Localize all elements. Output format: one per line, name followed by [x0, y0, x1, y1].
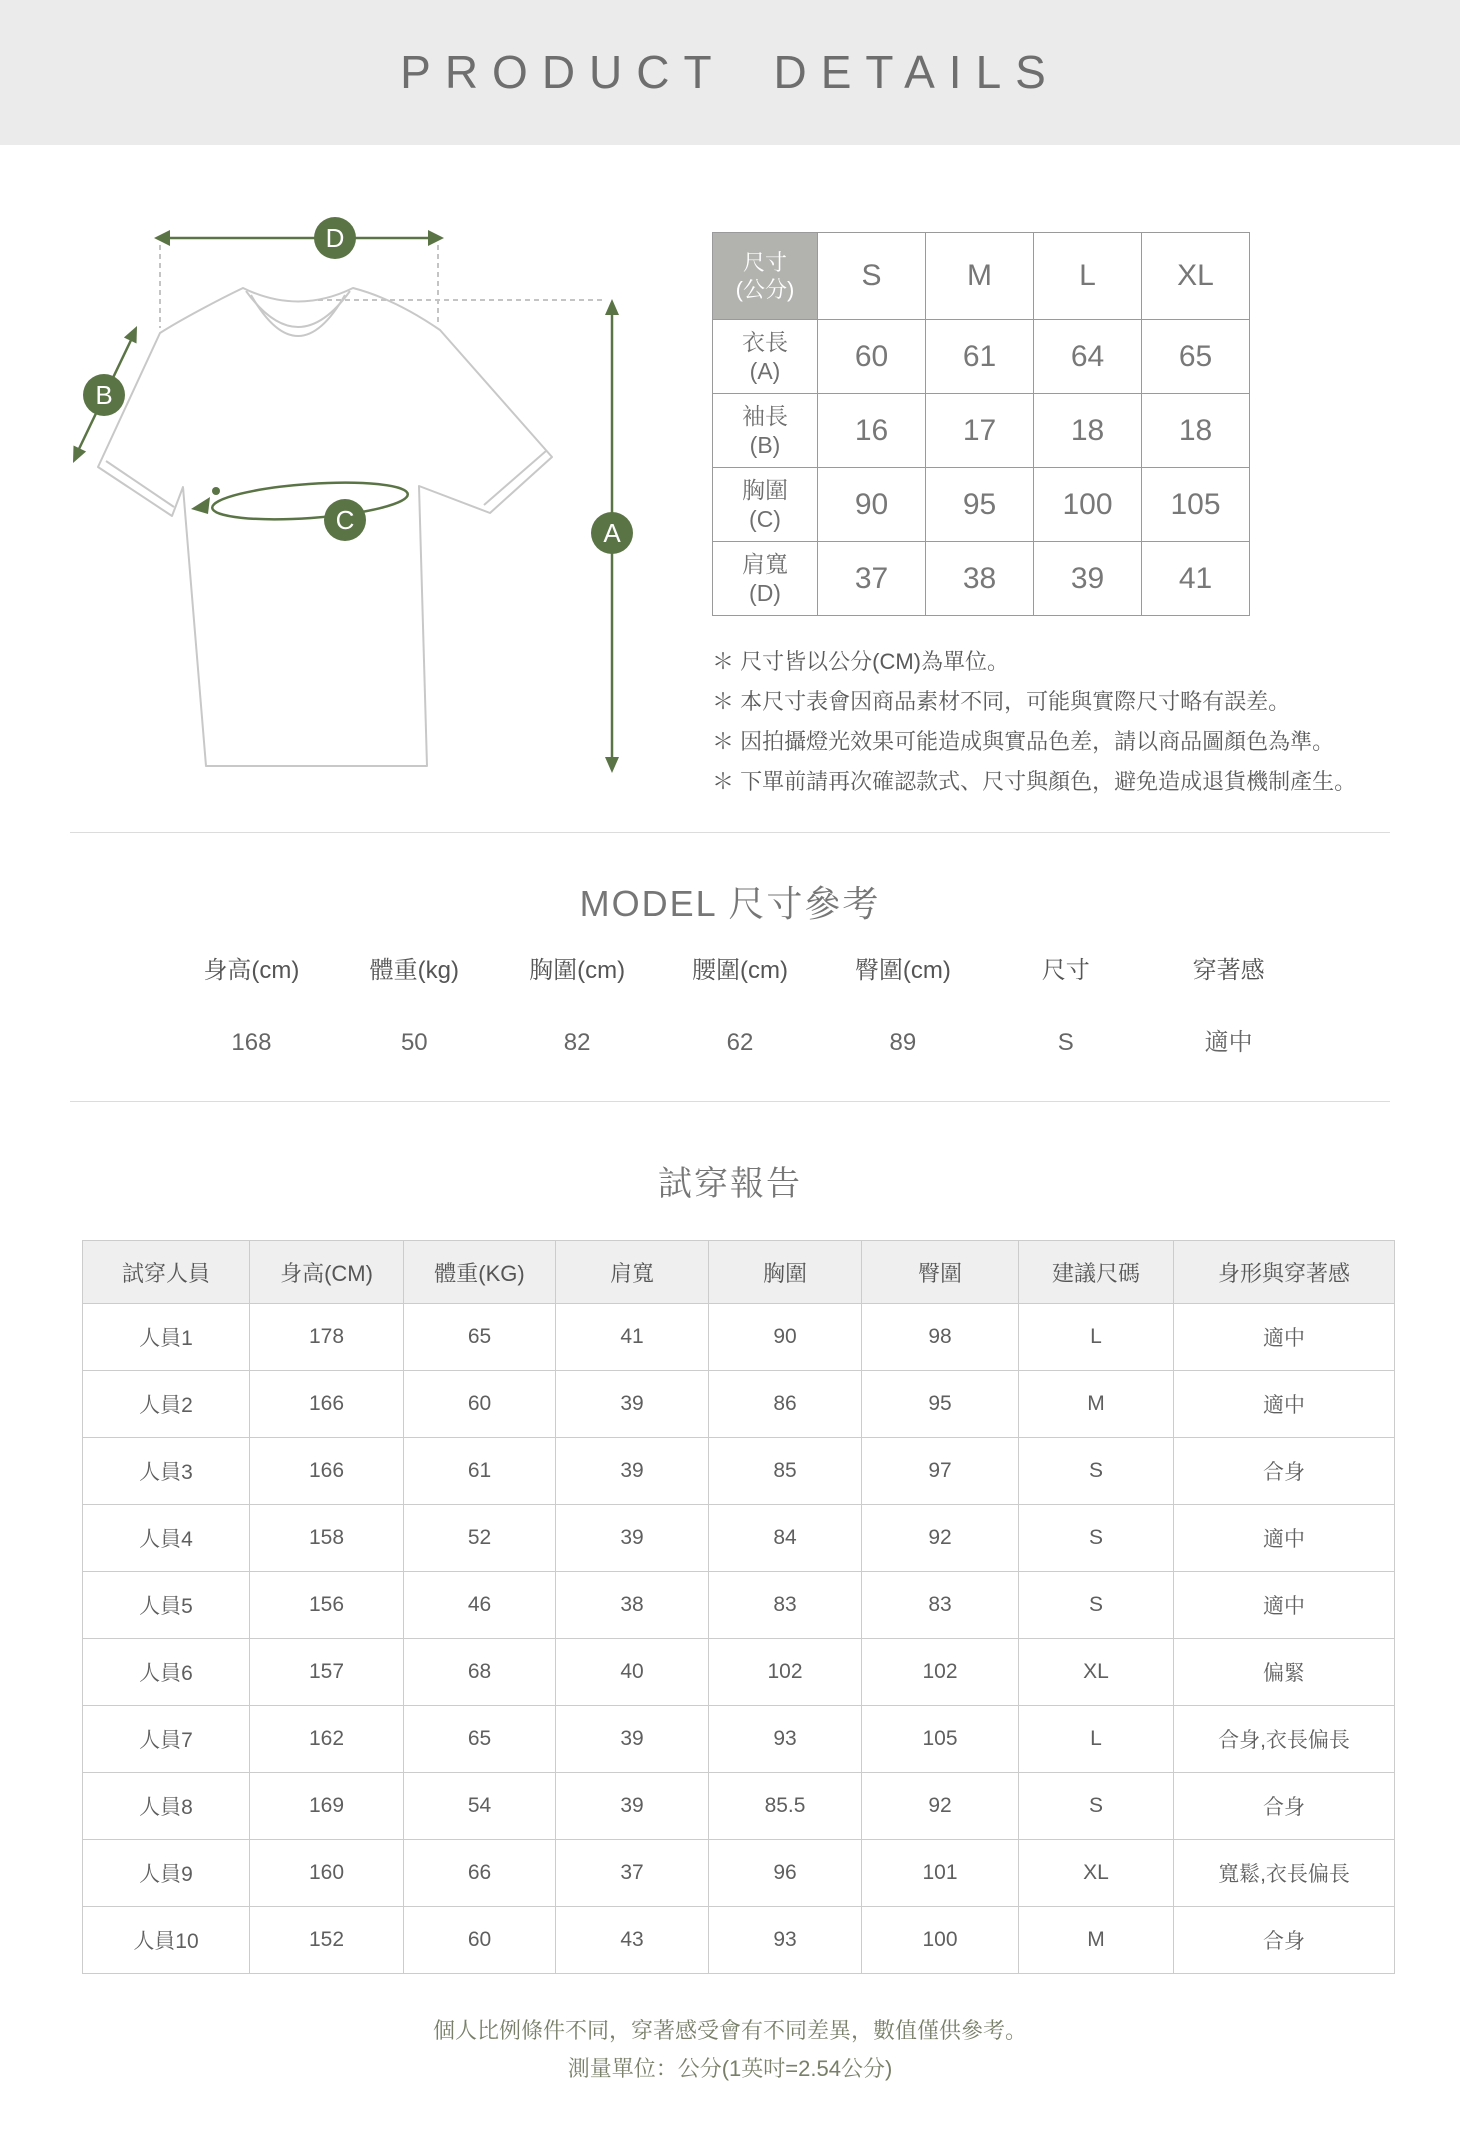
fit-table-body [83, 1304, 1395, 1974]
fit-value-cell: 68 [404, 1639, 556, 1706]
measure-value-cell: 16 [818, 394, 926, 468]
fit-header-cell: 試穿人員 [83, 1241, 250, 1304]
fit-value-cell: 93 [709, 1907, 862, 1974]
tshirt-diagram-svg [60, 195, 660, 815]
fit-value-cell: 合身,衣長偏長 [1174, 1706, 1395, 1773]
label-d: D [325, 223, 345, 253]
header-row [713, 233, 1250, 320]
fit-value-cell: 人員6 [83, 1639, 250, 1706]
fit-header-cell: 體重(KG) [404, 1241, 556, 1304]
fit-header-cell: 身高(CM) [250, 1241, 404, 1304]
measure-value-cell: 95 [926, 468, 1034, 542]
measure-label-cell: 衣長 (A) [713, 320, 818, 394]
fit-value-cell: M [1019, 1371, 1174, 1438]
fit-value-cell: 158 [250, 1505, 404, 1572]
fit-value-cell: 38 [556, 1572, 709, 1639]
size-unit-corner-cell: 尺寸 (公分) [713, 233, 818, 320]
measure-value-cell: 100 [1034, 468, 1142, 542]
fit-value-cell: 偏緊 [1174, 1639, 1395, 1706]
size-table-body [713, 320, 1250, 616]
fit-value-cell: 人員5 [83, 1572, 250, 1639]
model-size-table [170, 948, 1310, 1066]
tshirt-outline-icon [98, 288, 552, 766]
fit-value-cell: 54 [404, 1773, 556, 1840]
measure-value-cell: 18 [1142, 394, 1250, 468]
table-row [713, 394, 1250, 468]
table-row [83, 1907, 1395, 1974]
fit-value-cell: 93 [709, 1706, 862, 1773]
fit-value-cell: 101 [862, 1840, 1019, 1907]
section-divider [70, 1101, 1390, 1102]
footer-note-2: 測量單位：公分(1英吋=2.54公分) [567, 2056, 893, 2081]
fit-value-cell: 97 [862, 1438, 1019, 1505]
fit-value-cell: 39 [556, 1505, 709, 1572]
table-row [83, 1438, 1395, 1505]
model-header-cell: 腰圍(cm) [692, 957, 788, 984]
measure-value-cell: 18 [1034, 394, 1142, 468]
fit-value-cell: 43 [556, 1907, 709, 1974]
fit-value-cell: 61 [404, 1438, 556, 1505]
fit-value-cell: 90 [709, 1304, 862, 1371]
fit-value-cell: S [1019, 1572, 1174, 1639]
fit-value-cell: 160 [250, 1840, 404, 1907]
fit-value-cell: 105 [862, 1706, 1019, 1773]
fit-value-cell: S [1019, 1773, 1174, 1840]
footer-notes [0, 2012, 1460, 2088]
model-value-cell: 62 [726, 1029, 754, 1056]
page-title: PRODUCT DETAILS [400, 46, 1060, 98]
table-row [713, 468, 1250, 542]
fit-value-cell: 60 [404, 1371, 556, 1438]
measure-value-cell: 61 [926, 320, 1034, 394]
measure-value-cell: 105 [1142, 468, 1250, 542]
size-column-header: L [1034, 233, 1142, 320]
measure-value-cell: 39 [1034, 542, 1142, 616]
fit-value-cell: XL [1019, 1639, 1174, 1706]
model-value-row [170, 1020, 1310, 1066]
fit-value-cell: 人員10 [83, 1907, 250, 1974]
size-note: ＊ 下單前請再次確認款式、尺寸與顏色，避免造成退貨機制產生。 [712, 769, 1357, 794]
fit-value-cell: 人員7 [83, 1706, 250, 1773]
size-chart-notes [712, 642, 1460, 802]
table-row [713, 320, 1250, 394]
size-note: ＊ 因拍攝燈光效果可能造成與實品色差，請以商品圖顏色為準。 [712, 729, 1335, 754]
fit-value-cell: 83 [709, 1572, 862, 1639]
fit-value-cell: 92 [862, 1505, 1019, 1572]
fit-value-cell: 適中 [1174, 1572, 1395, 1639]
fit-value-cell: 人員8 [83, 1773, 250, 1840]
fit-value-cell: 合身 [1174, 1438, 1395, 1505]
header-row [83, 1241, 1395, 1304]
fit-value-cell: L [1019, 1706, 1174, 1773]
footer-note-1: 個人比例條件不同，穿著感受會有不同差異，數值僅供參考。 [432, 2018, 1027, 2043]
measure-value-cell: 65 [1142, 320, 1250, 394]
size-column-header: M [926, 233, 1034, 320]
model-value-cell: 168 [231, 1029, 272, 1056]
table-row [83, 1639, 1395, 1706]
model-value-cell: 82 [563, 1029, 591, 1056]
fit-value-cell: 合身 [1174, 1907, 1395, 1974]
fitting-report-title: 試穿報告 [658, 1165, 802, 1203]
table-row [83, 1840, 1395, 1907]
model-header-cell: 胸圍(cm) [529, 957, 626, 984]
fit-value-cell: 85 [709, 1438, 862, 1505]
fit-header-cell: 身形與穿著感 [1174, 1241, 1395, 1304]
model-header-row [170, 948, 1310, 994]
fit-value-cell: 41 [556, 1304, 709, 1371]
tshirt-measurement-diagram [60, 195, 660, 815]
size-chart-table [712, 232, 1250, 616]
fit-value-cell: 100 [862, 1907, 1019, 1974]
measure-label-cell: 袖長 (B) [713, 394, 818, 468]
fit-table-head [83, 1241, 1395, 1304]
fit-value-cell: 166 [250, 1371, 404, 1438]
model-section-title: MODEL 尺寸參考 [579, 883, 881, 924]
fit-header-cell: 臀圍 [862, 1241, 1019, 1304]
fit-value-cell: 60 [404, 1907, 556, 1974]
size-column-header: S [818, 233, 926, 320]
fit-value-cell: 102 [862, 1639, 1019, 1706]
fit-value-cell: 157 [250, 1639, 404, 1706]
table-row [83, 1572, 1395, 1639]
measure-value-cell: 37 [818, 542, 926, 616]
fit-value-cell: S [1019, 1438, 1174, 1505]
model-value-cell: 89 [889, 1029, 917, 1056]
fit-value-cell: 166 [250, 1438, 404, 1505]
fit-value-cell: 人員9 [83, 1840, 250, 1907]
fit-value-cell: 適中 [1174, 1505, 1395, 1572]
fit-value-cell: 92 [862, 1773, 1019, 1840]
fit-value-cell: 合身 [1174, 1773, 1395, 1840]
fit-value-cell: 85.5 [709, 1773, 862, 1840]
fit-value-cell: 66 [404, 1840, 556, 1907]
model-header-cell: 臀圍(cm) [854, 957, 951, 984]
fit-value-cell: 37 [556, 1840, 709, 1907]
fit-header-cell: 建議尺碼 [1019, 1241, 1174, 1304]
size-note: ＊ 尺寸皆以公分(CM)為單位。 [712, 649, 1009, 674]
page-header [0, 0, 1460, 145]
table-row [713, 542, 1250, 616]
label-b: B [95, 380, 113, 410]
measure-value-cell: 64 [1034, 320, 1142, 394]
fit-value-cell: 人員2 [83, 1371, 250, 1438]
fit-value-cell: 83 [862, 1572, 1019, 1639]
fit-header-cell: 肩寬 [556, 1241, 709, 1304]
table-row [83, 1706, 1395, 1773]
size-note: ＊ 本尺寸表會因商品素材不同，可能與實際尺寸略有誤差。 [712, 689, 1291, 714]
fit-value-cell: 156 [250, 1572, 404, 1639]
table-row [83, 1773, 1395, 1840]
fit-value-cell: 95 [862, 1371, 1019, 1438]
fit-value-cell: 人員4 [83, 1505, 250, 1572]
fit-value-cell: 寬鬆,衣長偏長 [1174, 1840, 1395, 1907]
fit-value-cell: 人員3 [83, 1438, 250, 1505]
fit-value-cell: 46 [404, 1572, 556, 1639]
fit-value-cell: 86 [709, 1371, 862, 1438]
label-a: A [603, 518, 621, 548]
fit-header-cell: 胸圍 [709, 1241, 862, 1304]
fit-value-cell: 65 [404, 1304, 556, 1371]
table-row [83, 1505, 1395, 1572]
model-value-cell: S [1057, 1029, 1074, 1056]
size-table-head [713, 233, 1250, 320]
measure-label-cell: 胸圍 (C) [713, 468, 818, 542]
fit-value-cell: 39 [556, 1438, 709, 1505]
model-header-cell: 穿著感 [1192, 957, 1265, 984]
fit-value-cell: 39 [556, 1371, 709, 1438]
fit-value-cell: 169 [250, 1773, 404, 1840]
model-header-cell: 身高(cm) [203, 957, 300, 984]
measure-value-cell: 41 [1142, 542, 1250, 616]
fit-value-cell: 102 [709, 1639, 862, 1706]
fit-value-cell: 152 [250, 1907, 404, 1974]
fit-value-cell: 162 [250, 1706, 404, 1773]
fit-value-cell: 39 [556, 1773, 709, 1840]
model-header-cell: 體重(kg) [369, 957, 459, 984]
measure-value-cell: 60 [818, 320, 926, 394]
fitting-report-table [82, 1240, 1395, 1974]
model-value-cell: 50 [400, 1029, 428, 1056]
fit-value-cell: 98 [862, 1304, 1019, 1371]
fit-value-cell: 適中 [1174, 1304, 1395, 1371]
fit-value-cell: 65 [404, 1706, 556, 1773]
measure-value-cell: 17 [926, 394, 1034, 468]
fit-value-cell: XL [1019, 1840, 1174, 1907]
fit-value-cell: 52 [404, 1505, 556, 1572]
size-chart-section [712, 232, 1460, 802]
fit-value-cell: 96 [709, 1840, 862, 1907]
measure-value-cell: 38 [926, 542, 1034, 616]
measure-value-cell: 90 [818, 468, 926, 542]
fit-value-cell: 40 [556, 1639, 709, 1706]
fit-value-cell: 178 [250, 1304, 404, 1371]
fit-value-cell: 人員1 [83, 1304, 250, 1371]
fit-value-cell: 適中 [1174, 1371, 1395, 1438]
fit-value-cell: L [1019, 1304, 1174, 1371]
size-column-header: XL [1142, 233, 1250, 320]
fit-value-cell: M [1019, 1907, 1174, 1974]
fit-value-cell: 84 [709, 1505, 862, 1572]
measure-label-cell: 肩寬 (D) [713, 542, 818, 616]
section-divider [70, 832, 1390, 833]
fit-value-cell: 39 [556, 1706, 709, 1773]
table-row [83, 1304, 1395, 1371]
model-header-cell: 尺寸 [1041, 957, 1090, 984]
label-c: C [335, 505, 355, 535]
table-row [83, 1371, 1395, 1438]
model-value-cell: 適中 [1204, 1029, 1253, 1056]
fit-value-cell: S [1019, 1505, 1174, 1572]
